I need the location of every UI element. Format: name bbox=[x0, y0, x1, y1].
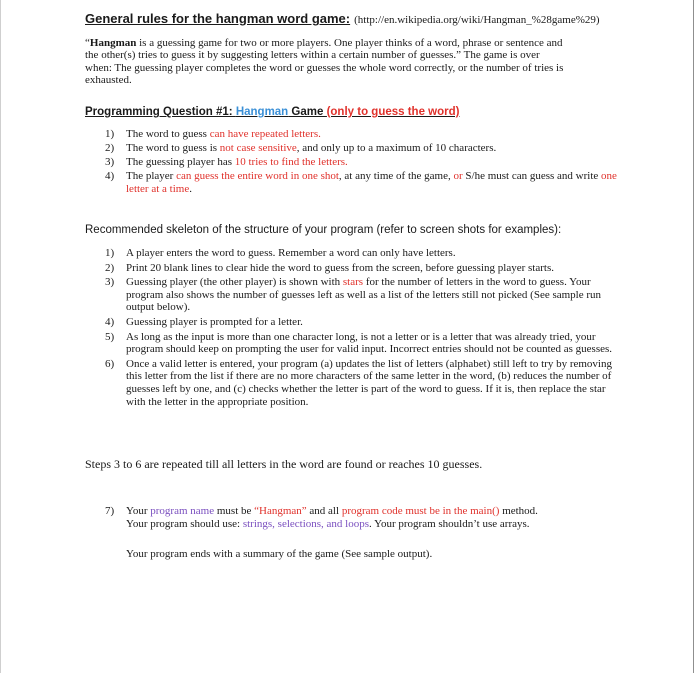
rule-text: . bbox=[189, 182, 192, 195]
step-text: A player enters the word to guess. Remember a word can only have letters. bbox=[126, 247, 456, 259]
ending-note: Your program ends with a summary of the game (See sample output). bbox=[126, 548, 433, 560]
rule-text: The word to guess bbox=[126, 128, 210, 140]
rule-number: 2) bbox=[105, 142, 115, 155]
question-heading bbox=[85, 106, 459, 118]
requirement-text: and all bbox=[306, 505, 342, 517]
question-only: (only to guess the word) bbox=[326, 106, 460, 118]
requirement-highlight: program code must be in the main() bbox=[341, 505, 500, 517]
requirement-highlight: strings, selections, and loops bbox=[242, 517, 370, 530]
rule-number: 4) bbox=[105, 170, 115, 183]
requirement-text: method. bbox=[499, 505, 538, 517]
rule-text: The guessing player has bbox=[126, 156, 235, 169]
rule-highlight: one letter at a time bbox=[126, 170, 617, 195]
rule-item bbox=[105, 142, 620, 155]
rule-highlight: can have repeated letters. bbox=[209, 128, 321, 140]
rule-item bbox=[105, 170, 620, 195]
step-highlight: stars bbox=[342, 276, 364, 289]
step-text: Once a valid letter is entered, your program (a) updates the list of letters (alphabet) still left to try by removing this letter from the list if there are no more characters of the same letter in the word, (b) reduces the number of guesses left by one, and (c) checks whether the letter is part of the word to guess. If it is, then replace the star with the letter in the appropriate position. bbox=[126, 357, 612, 408]
rule-text: , and only up to a maximum of 10 characters. bbox=[296, 142, 497, 155]
step-item bbox=[105, 358, 620, 408]
step-item bbox=[105, 331, 620, 356]
step-item bbox=[105, 247, 620, 260]
step-item bbox=[105, 276, 620, 314]
question-game: Game bbox=[288, 106, 327, 118]
rule-number: 3) bbox=[105, 156, 115, 169]
requirement-number: 7) bbox=[105, 505, 115, 517]
rule-highlight: not case sensitive bbox=[219, 142, 297, 155]
repeat-note: Steps 3 to 6 are repeated till all letters in the word are found or reaches 10 guesses. bbox=[85, 457, 483, 471]
step-text: Guessing player (the other player) is shown with bbox=[126, 276, 343, 289]
step-number: 4) bbox=[105, 315, 115, 328]
source-link[interactable]: (http://en.wikipedia.org/wiki/Hangman_%28game%29) bbox=[354, 14, 600, 26]
intro-open-quote: “ bbox=[85, 37, 90, 49]
rules-list bbox=[105, 128, 620, 197]
intro-bold-word: Hangman bbox=[89, 37, 137, 49]
page-title: General rules for the hangman word game: bbox=[85, 11, 351, 26]
requirement-text: Your bbox=[126, 505, 151, 517]
rule-highlight: or bbox=[453, 170, 463, 183]
rule-item bbox=[105, 128, 620, 141]
step-text: As long as the input is more than one character long, is not a letter or is a letter that was already tried, your program should keep on prompting the user for valid input. Incorrect entries should not be counted as guesses. bbox=[126, 330, 613, 356]
rule-text: The player bbox=[126, 170, 177, 183]
rule-highlight: 10 tries to find the letters. bbox=[234, 156, 348, 169]
requirement-item bbox=[105, 505, 625, 530]
requirement-text: must be bbox=[214, 505, 255, 517]
requirement-text: . Your program shouldn’t use arrays. bbox=[369, 517, 530, 530]
rule-number: 1) bbox=[105, 128, 115, 140]
rule-text: The word to guess is bbox=[126, 142, 220, 155]
rule-highlight: can guess the entire word in one shot bbox=[176, 170, 339, 183]
requirement-highlight: program name bbox=[150, 505, 215, 517]
step-number: 6) bbox=[105, 357, 115, 370]
intro-paragraph bbox=[85, 37, 565, 87]
requirement-text: Your program should use: bbox=[126, 517, 243, 530]
rule-text: S/he must can guess and write bbox=[462, 170, 602, 183]
step-text: Print 20 blank lines to clear hide the word to guess from the screen, before guessing player starts. bbox=[126, 261, 554, 274]
requirements-list bbox=[105, 505, 625, 530]
steps-list bbox=[105, 247, 620, 410]
step-number: 2) bbox=[105, 261, 115, 274]
question-prefix: Programming Question #1: bbox=[85, 106, 236, 118]
step-number: 1) bbox=[105, 247, 115, 259]
step-number: 5) bbox=[105, 330, 115, 343]
step-text: Guessing player is prompted for a letter. bbox=[126, 315, 303, 328]
requirement-highlight: “Hangman” bbox=[254, 505, 307, 517]
question-hangman: Hangman bbox=[235, 106, 289, 118]
step-item bbox=[105, 262, 620, 275]
rule-item bbox=[105, 156, 620, 169]
step-item bbox=[105, 316, 620, 329]
rule-text: , at any time of the game, bbox=[338, 170, 454, 183]
intro-text: is a guessing game for two or more players. One player thinks of a word, phrase or sentence and the other(s) tries to guess it by suggesting letters within a certain number of guesses.” The game is over when: The guessing player completes the word or guesses the whole word correctly, or the number of tries is exhausted. bbox=[85, 37, 564, 87]
title-row bbox=[85, 10, 600, 28]
skeleton-heading: Recommended skeleton of the structure of your program (refer to screen shots for examples): bbox=[85, 224, 562, 236]
step-text: for the number of letters in the word to guess. Your program also shows the number of guesses left as well as a list of the letters still not picked (See sample run output below). bbox=[126, 276, 602, 314]
step-number: 3) bbox=[105, 276, 115, 289]
